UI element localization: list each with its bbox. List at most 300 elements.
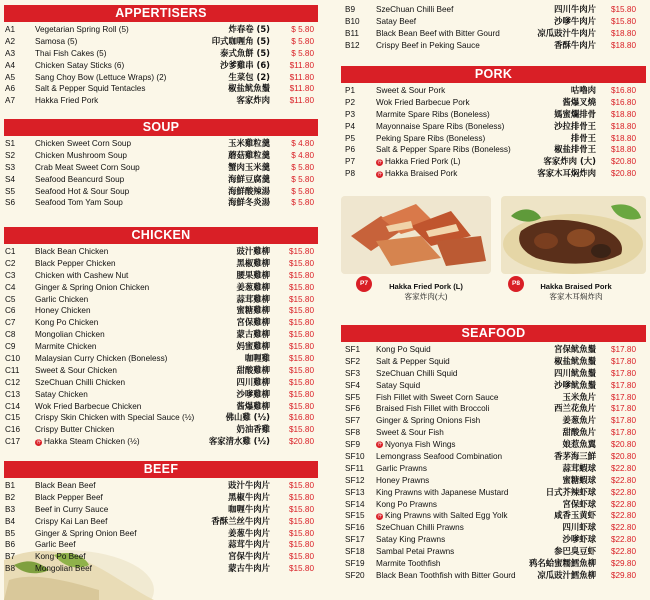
item-code: A1 — [5, 25, 16, 34]
menu-item-row — [4, 305, 318, 317]
item-price: $ 5.80 — [291, 36, 314, 46]
menu-item-row — [4, 246, 318, 258]
item-chinese-name: 媽蜜爛排骨 — [554, 108, 596, 119]
item-name — [35, 36, 77, 48]
item-name-text: Seafood Beancurd Soup — [35, 174, 125, 184]
item-price: $22.80 — [610, 487, 636, 497]
item-chinese-name: 沙嗲雞柳 — [236, 388, 270, 399]
item-name-text: SzeChuan Chilli Beef — [376, 5, 454, 14]
item-chinese-name: 参巴臭豆虾 — [554, 546, 596, 557]
item-name-text: Chicken with Cashew Nut — [35, 270, 129, 280]
item-price: $18.80 — [610, 28, 636, 38]
menu-item-row — [4, 528, 318, 540]
item-name-text: Mayonnaise Spare Ribs (Boneless) — [376, 121, 505, 131]
item-code: C12 — [5, 377, 21, 387]
item-name-text: Crispy Skin Chicken with Special Sauce (½) — [35, 413, 195, 423]
menu-item-row — [341, 415, 646, 427]
item-code: B1 — [5, 481, 16, 490]
menu-item-row — [341, 156, 646, 168]
item-name-text: Wok Fried Barbecue Pork — [376, 97, 470, 107]
item-name — [376, 415, 480, 427]
item-code: SF16 — [345, 523, 365, 533]
item-chinese-name: 妈蜜雞柳 — [236, 341, 270, 352]
item-name-text: King Prawns with Salted Egg Yolk — [385, 511, 508, 521]
pork-list — [341, 83, 646, 180]
item-chinese-name: 酱爆叉燒 — [562, 96, 596, 107]
item-price: $15.80 — [288, 481, 314, 490]
item-name — [35, 162, 140, 174]
item-name-text: Kong Po Chicken — [35, 318, 99, 328]
item-name — [376, 368, 457, 380]
menu-item-row — [341, 380, 646, 392]
beef-heading: BEEF — [4, 461, 318, 478]
item-chinese-name: 客家炸肉 (大) — [543, 156, 596, 167]
item-chinese-name: 宮保雞柳 — [236, 317, 270, 328]
item-code: P1 — [345, 86, 356, 95]
item-chinese-name: 玉米雞粒羹 — [228, 138, 270, 148]
menu-item-row — [4, 317, 318, 329]
item-price: $ 4.80 — [291, 139, 314, 148]
item-code: SF7 — [345, 416, 361, 426]
item-code: P8 — [345, 169, 356, 179]
item-chinese-name: 甜酸雞柳 — [236, 364, 270, 375]
item-name — [376, 4, 453, 16]
soup-list — [4, 136, 318, 209]
item-chinese-name: 咕嚕肉 — [570, 85, 596, 95]
item-price: $ 5.80 — [291, 162, 314, 172]
item-code: C2 — [5, 258, 16, 268]
item-price: $18.80 — [610, 109, 636, 119]
item-name-text: Sang Choy Bow (Lettuce Wraps) (2) — [35, 72, 167, 82]
item-price: $17.80 — [610, 356, 636, 366]
item-name-text: Malaysian Curry Chicken (Boneless) — [35, 354, 168, 364]
item-code: B10 — [345, 16, 360, 26]
menu-item-row — [341, 344, 646, 356]
pork-heading: PORK — [341, 66, 646, 83]
item-price: $15.80 — [288, 401, 314, 411]
menu-item-row — [4, 551, 318, 563]
item-code: SF15 — [345, 511, 365, 521]
item-price: $11.80 — [289, 96, 314, 106]
item-name — [376, 451, 502, 463]
item-price: $15.80 — [288, 528, 314, 538]
item-name — [376, 439, 456, 451]
hakka-specialty-icon: 客 — [376, 512, 382, 519]
menu-item-row — [341, 558, 646, 570]
item-name-text: Seafood Tom Yam Soup — [35, 198, 123, 208]
item-name-text: Kong Po Beef — [35, 552, 86, 562]
item-price: $17.80 — [610, 345, 636, 354]
item-price: $29.80 — [610, 559, 636, 569]
item-code: SF17 — [345, 535, 365, 545]
item-code: B2 — [5, 492, 16, 502]
appetisers-section — [4, 5, 318, 107]
item-chinese-name: 客家木耳焖炸肉 — [537, 168, 596, 179]
item-price: $15.80 — [288, 342, 314, 352]
item-price: $18.80 — [610, 145, 636, 155]
item-name-text: Peking Spare Ribs (Boneless) — [376, 133, 486, 143]
item-code: B9 — [345, 5, 356, 14]
item-name — [376, 380, 420, 392]
item-chinese-name: 蜜糖蝦球 — [562, 474, 596, 485]
item-code: S1 — [5, 139, 16, 148]
item-chinese-name: 生菜包 (2) — [228, 71, 270, 82]
item-name — [35, 436, 140, 448]
item-name — [35, 72, 166, 84]
item-chinese-name: 蒜茸雞柳 — [236, 293, 270, 304]
menu-item-row — [341, 522, 646, 534]
item-chinese-name: 沙爹雞串 (6) — [220, 59, 270, 70]
menu-item-row — [4, 197, 318, 209]
item-price: $17.80 — [610, 380, 636, 390]
item-name-text: Black Bean Beef — [35, 481, 96, 490]
item-name-text: Satay Beef — [376, 16, 417, 26]
item-name-text: Black Bean Beef with Bitter Gourd — [376, 28, 500, 38]
p8-caption-name: Hakka Braised Pork — [540, 282, 612, 291]
item-price: $17.80 — [610, 368, 636, 378]
item-name-text: Hakka Braised Pork — [385, 169, 458, 179]
menu-item-row — [341, 427, 646, 439]
item-name — [35, 424, 114, 436]
item-name — [35, 24, 129, 36]
item-price: $20.80 — [288, 437, 314, 447]
item-code: SF9 — [345, 440, 361, 450]
menu-item-row — [4, 83, 318, 95]
item-chinese-name: 四川雞柳 — [236, 376, 270, 387]
item-code: SF2 — [345, 356, 361, 366]
item-price: $20.80 — [610, 169, 636, 179]
item-code: C1 — [5, 247, 16, 256]
item-name — [35, 365, 117, 377]
menu-item-row — [4, 60, 318, 72]
item-name-text: Nyonya Fish Wings — [385, 440, 456, 450]
menu-item-row — [4, 24, 318, 36]
menu-item-row — [4, 539, 318, 551]
item-name-text: Salt & Pepper Squid — [376, 356, 450, 366]
item-name — [376, 427, 444, 439]
item-name — [376, 463, 427, 475]
item-name — [35, 480, 96, 492]
item-name — [376, 558, 440, 570]
item-price: $15.80 — [288, 389, 314, 399]
item-price: $22.80 — [610, 523, 636, 533]
item-price: $15.80 — [288, 258, 314, 268]
item-price: $22.80 — [610, 511, 636, 521]
item-code: SF14 — [345, 499, 365, 509]
item-chinese-name: 客家清水雞 (½) — [208, 436, 270, 447]
beef-list — [4, 478, 318, 575]
menu-item-row — [4, 412, 318, 424]
item-code: P2 — [345, 97, 356, 107]
item-price: $15.80 — [288, 492, 314, 502]
item-code: C13 — [5, 389, 21, 399]
item-price: $15.80 — [288, 564, 314, 574]
item-chinese-name: 椒盐排骨王 — [554, 144, 596, 155]
item-price: $11.80 — [289, 60, 314, 70]
item-chinese-name: 客家炸肉 — [236, 95, 270, 106]
item-name-text: Ginger & Spring Onion Beef — [35, 528, 137, 538]
menu-item-row — [341, 85, 646, 97]
item-name-text: Black Pepper Chicken — [35, 258, 116, 268]
item-price: $15.80 — [288, 365, 314, 375]
item-name-text: Beef in Curry Sauce — [35, 504, 109, 514]
item-name-text: Sweet & Sour Pork — [376, 86, 446, 95]
item-name — [35, 341, 96, 353]
item-name — [35, 282, 149, 294]
menu-item-row — [341, 475, 646, 487]
item-name-text: Marmite Spare Ribs (Boneless) — [376, 109, 490, 119]
item-name-text: Crispy Beef in Peking Sauce — [376, 40, 480, 50]
item-name — [376, 28, 500, 40]
item-chinese-name: 腰果雞柳 — [236, 269, 270, 280]
menu-item-row — [4, 270, 318, 282]
menu-item-row — [341, 109, 646, 121]
item-price: $15.80 — [288, 516, 314, 526]
item-code: SF5 — [345, 392, 361, 402]
item-chinese-name: 排骨王 — [570, 132, 596, 143]
menu-item-row — [341, 144, 646, 156]
menu-item-row — [341, 356, 646, 368]
item-price: $ 5.80 — [291, 25, 314, 34]
appetisers-list — [4, 22, 318, 107]
item-name-text: Seafood Hot & Sour Soup — [35, 186, 130, 196]
item-price: $18.80 — [610, 133, 636, 143]
item-name — [376, 97, 470, 109]
beef-section — [4, 461, 318, 575]
item-code: C16 — [5, 425, 21, 435]
menu-item-row — [4, 72, 318, 84]
item-chinese-name: 宮保牛肉片 — [228, 551, 270, 562]
item-chinese-name: 甜酸魚片 — [562, 427, 596, 438]
menu-item-row — [341, 463, 646, 475]
item-name — [35, 563, 92, 575]
item-code: B3 — [5, 504, 16, 514]
item-chinese-name: 姜葱魚片 — [562, 415, 596, 426]
menu-item-row — [4, 294, 318, 306]
item-name-text: King Prawns with Japanese Mustard — [376, 487, 509, 497]
item-price: $29.80 — [610, 570, 636, 580]
item-price: $15.80 — [288, 425, 314, 435]
item-name — [35, 150, 127, 162]
item-name-text: Honey Chicken — [35, 306, 91, 316]
item-name-text: Hakka Fried Pork (L) — [385, 157, 461, 167]
item-chinese-name: 豉汁雞柳 — [236, 246, 270, 256]
item-name — [35, 60, 124, 72]
item-code: SF1 — [345, 345, 361, 354]
item-price: $15.80 — [288, 540, 314, 550]
item-name-text: Braised Fish Fillet with Broccoli — [376, 404, 490, 414]
item-chinese-name: 姜葱牛肉片 — [228, 527, 270, 538]
hakka-specialty-icon: 客 — [376, 441, 382, 448]
item-name — [376, 570, 516, 582]
item-chinese-name: 佛山雞 (½) — [225, 412, 270, 423]
item-name — [376, 85, 445, 97]
menu-item-row — [4, 162, 318, 174]
item-name-text: Garlic Chicken — [35, 294, 89, 304]
item-name-text: Wok Fried Barbecue Chicken — [35, 401, 142, 411]
item-name-text: Crab Meat Sweet Corn Soup — [35, 162, 140, 172]
item-code: C8 — [5, 330, 16, 340]
item-name-text: Hakka Fried Pork — [35, 96, 99, 106]
item-code: C10 — [5, 354, 21, 364]
menu-item-row — [4, 95, 318, 107]
item-chinese-name: 日式芥辣虾球 — [545, 486, 596, 497]
item-code: S6 — [5, 198, 16, 208]
seafood-heading: SEAFOOD — [341, 325, 646, 342]
item-name-text: Crispy Butter Chicken — [35, 425, 115, 435]
item-name-text: Satay Squid — [376, 380, 421, 390]
item-chinese-name: 宮保鱿魚鬚 — [554, 344, 596, 354]
item-name-text: Hakka Steam Chicken (½) — [44, 437, 140, 447]
item-name-text: Garlic Prawns — [376, 463, 427, 473]
item-name-text: Chicken Satay Sticks (6) — [35, 60, 125, 70]
item-code: A6 — [5, 84, 16, 94]
item-code: SF11 — [345, 463, 364, 473]
item-chinese-name: 奶油香雞 — [236, 424, 270, 435]
menu-item-row — [4, 174, 318, 186]
item-code: SF20 — [345, 570, 365, 580]
menu-item-row — [4, 282, 318, 294]
item-chinese-name: 泰式魚餅 (5) — [220, 47, 270, 58]
item-code: S4 — [5, 174, 16, 184]
item-code: B11 — [345, 28, 359, 38]
item-code: P5 — [345, 133, 356, 143]
item-name — [35, 528, 137, 540]
item-price: $ 4.80 — [291, 150, 314, 160]
item-code: B6 — [5, 540, 16, 550]
menu-item-row — [341, 546, 646, 558]
item-price: $16.80 — [288, 413, 314, 423]
item-name-text: Mongolian Chicken — [35, 330, 105, 340]
menu-item-row — [341, 368, 646, 380]
item-name-text: Ginger & Spring Onions Fish — [376, 416, 481, 426]
item-price: $15.80 — [288, 377, 314, 387]
item-chinese-name: 印式咖喱角 (5) — [211, 35, 270, 46]
item-name-text: SzeChuan Chilli Squid — [376, 368, 458, 378]
item-name — [35, 317, 98, 329]
item-name-text: Kong Po Prawns — [376, 499, 437, 509]
item-price: $15.80 — [288, 354, 314, 364]
menu-item-row — [341, 487, 646, 499]
appetisers-heading: APPERTISERS — [4, 5, 318, 22]
item-price: $20.80 — [610, 157, 636, 167]
item-price: $15.80 — [288, 294, 314, 304]
menu-item-row — [341, 439, 646, 451]
item-price: $ 5.80 — [291, 186, 314, 196]
item-name — [376, 156, 461, 168]
item-chinese-name: 蜜糖雞柳 — [236, 305, 270, 316]
p7-caption-cn: 客家炸肉(大) — [404, 292, 448, 301]
item-name — [35, 186, 129, 198]
item-chinese-name: 沙拉排骨王 — [554, 120, 596, 131]
item-price: $17.80 — [610, 416, 636, 426]
item-name — [376, 121, 504, 133]
hakka-specialty-icon: 客 — [376, 158, 382, 165]
item-code: C9 — [5, 342, 16, 352]
item-chinese-name: 咖喱牛肉片 — [228, 503, 270, 514]
item-chinese-name: 蒙古雞柳 — [236, 329, 270, 340]
item-chinese-name: 炸春卷 (5) — [228, 24, 270, 34]
item-name-text: Black Bean Toothfish with Bitter Gourd — [376, 570, 516, 580]
item-chinese-name: 黑椒牛肉片 — [228, 491, 270, 502]
item-price: $15.80 — [288, 282, 314, 292]
item-chinese-name: 姜葱雞柳 — [236, 281, 270, 292]
chicken-heading: CHICKEN — [4, 227, 318, 244]
item-code: B12 — [345, 40, 360, 50]
item-name-text: Salt & Pepper Spare Ribs (Boneless) — [376, 145, 511, 155]
item-code: S2 — [5, 150, 16, 160]
item-name — [35, 197, 123, 209]
hakka-fried-pork-photo — [341, 196, 491, 274]
item-price: $17.80 — [610, 428, 636, 438]
menu-item-row — [341, 40, 646, 52]
menu-item-row — [4, 516, 318, 528]
item-name — [35, 492, 103, 504]
item-price: $ 5.80 — [291, 174, 314, 184]
item-name-text: Chicken Sweet Corn Soup — [35, 139, 132, 148]
menu-item-row — [4, 480, 318, 492]
item-name-text: Garlic Beef — [35, 540, 76, 550]
item-chinese-name: 椒盐鱿魚鬚 — [228, 83, 270, 94]
menu-item-row — [4, 563, 318, 575]
item-name-text: SzeChuan Chilli Chicken — [35, 377, 126, 387]
item-code: C17 — [5, 437, 21, 447]
menu-item-row — [4, 389, 318, 401]
item-code: C6 — [5, 306, 16, 316]
item-name — [376, 40, 480, 52]
item-name — [35, 138, 131, 150]
menu-item-row — [4, 150, 318, 162]
item-code: B5 — [5, 528, 16, 538]
menu-item-row — [341, 451, 646, 463]
item-chinese-name: 椒盐鱿魚鬚 — [554, 355, 596, 366]
item-chinese-name: 海鮮酸辣湯 — [228, 185, 270, 196]
item-code: C11 — [5, 365, 20, 375]
item-name-text: Black Bean Chicken — [35, 247, 109, 256]
hakka-braised-pork-photo — [501, 196, 646, 274]
item-chinese-name: 蟹肉玉米羹 — [228, 161, 270, 172]
item-name-text: Crispy Kai Lan Beef — [35, 516, 108, 526]
item-price: $22.80 — [610, 547, 636, 557]
item-code: P4 — [345, 121, 356, 131]
item-name — [35, 329, 105, 341]
item-price: $15.80 — [610, 5, 636, 14]
item-name — [376, 522, 464, 534]
item-code: P3 — [345, 109, 356, 119]
beef-continued-list — [341, 2, 646, 52]
chicken-list — [4, 244, 318, 448]
menu-item-row — [341, 168, 646, 180]
item-chinese-name: 沙嗲虾球 — [562, 534, 596, 545]
item-chinese-name: 海鮮豆腐羹 — [228, 173, 270, 184]
item-name — [35, 353, 167, 365]
item-name-text: Satay Chicken — [35, 389, 88, 399]
menu-item-row — [341, 570, 646, 582]
item-price: $18.80 — [610, 40, 636, 50]
item-code: B7 — [5, 552, 16, 562]
item-name — [35, 377, 125, 389]
item-name-text: Thai Fish Cakes (5) — [35, 48, 107, 58]
p7-badge: P7 — [356, 276, 372, 292]
item-code: SF4 — [345, 380, 361, 390]
item-chinese-name: 蒙古牛肉片 — [228, 563, 270, 574]
item-price: $17.80 — [610, 392, 636, 402]
item-code: A3 — [5, 48, 16, 58]
item-name — [376, 487, 508, 499]
item-price: $11.80 — [289, 72, 314, 82]
menu-item-row — [341, 403, 646, 415]
item-name-text: Ginger & Spring Onion Chicken — [35, 282, 150, 292]
